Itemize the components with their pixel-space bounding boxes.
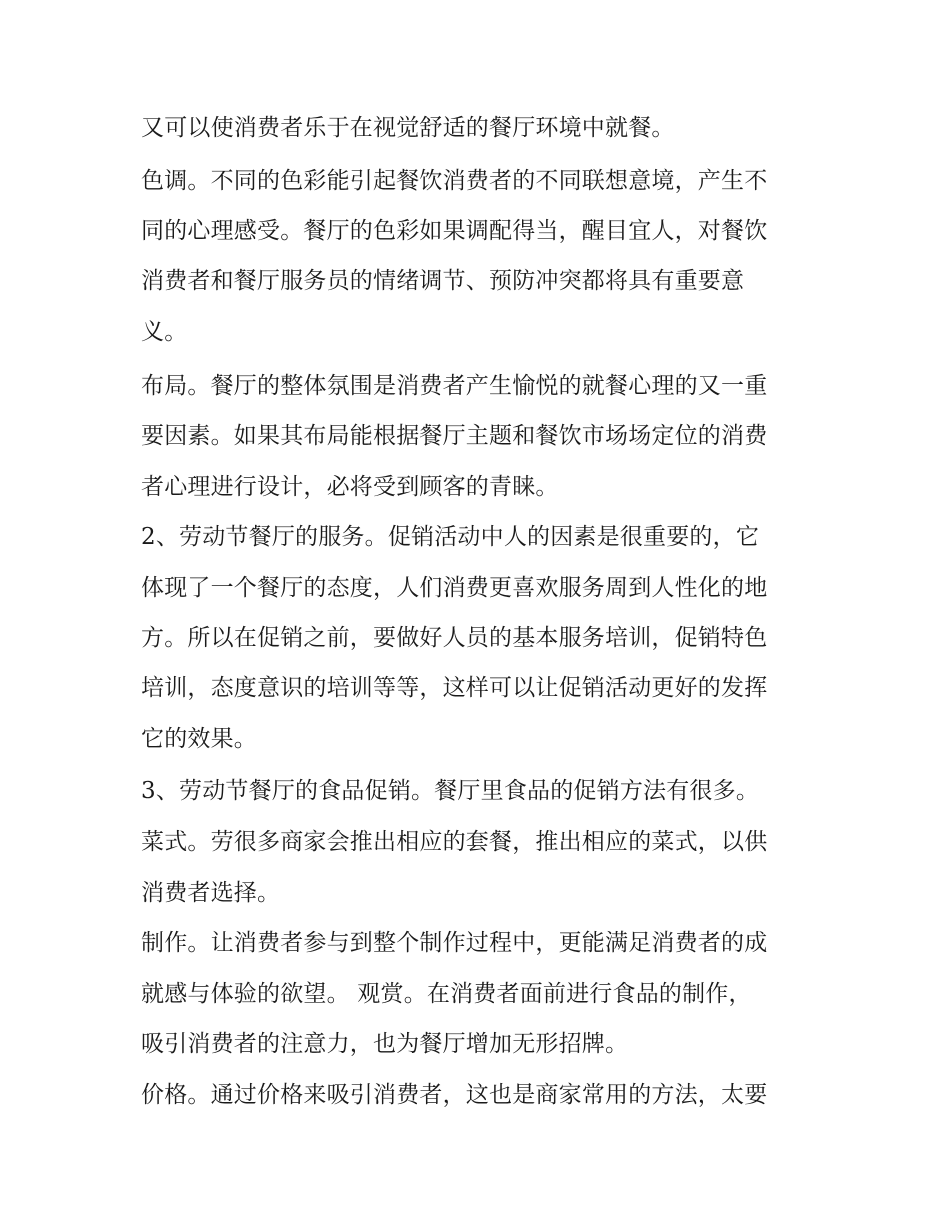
text-line: 消费者和餐厅服务员的情绪调节、预防冲突都将具有重要意 [141, 268, 745, 294]
text-line: 色调。不同的色彩能引起餐饮消费者的不同联想意境，产生不 [141, 168, 768, 194]
text-line: 培训，态度意识的培训等等，这样可以让促销活动更好的发挥 [141, 675, 768, 701]
text-line: 者心理进行设计，必将受到顾客的青睐。 [141, 474, 559, 500]
text-line: 义。 [141, 319, 188, 345]
text-line: 消费者选择。 [141, 880, 281, 906]
text-line: 价格。通过价格来吸引消费者，这也是商家常用的方法，太要 [141, 1082, 768, 1108]
text-line: 吸引消费者的注意力，也为餐厅增加无形招牌。 [141, 1031, 629, 1057]
text-line: 它的效果。 [141, 726, 257, 752]
text-line: 又可以使消费者乐于在视觉舒适的餐厅环境中就餐。 [141, 115, 675, 141]
text-line: 方。所以在促销之前，要做好人员的基本服务培训，促销特色 [141, 625, 768, 651]
text-line: 同的心理感受。餐厅的色彩如果调配得当，醒目宜人，对餐饮 [141, 218, 768, 244]
text-line: 3、劳动节餐厅的食品促销。餐厅里食品的促销方法有很多。 [141, 778, 760, 804]
text-line: 布局。餐厅的整体氛围是消费者产生愉悦的就餐心理的又一重 [141, 373, 768, 399]
text-line: 菜式。劳很多商家会推出相应的套餐，推出相应的菜式，以供 [141, 829, 768, 855]
text-line: 体现了一个餐厅的态度，人们消费更喜欢服务周到人性化的地 [141, 575, 768, 601]
text-line: 制作。让消费者参与到整个制作过程中，更能满足消费者的成 [141, 930, 768, 956]
text-line: 要因素。如果其布局能根据餐厅主题和餐饮市场场定位的消费 [141, 423, 768, 449]
text-line: 就感与体验的欲望。 观赏。在消费者面前进行食品的制作， [141, 981, 752, 1007]
text-line: 2、劳动节餐厅的服务。促销活动中人的因素是很重要的，它 [141, 524, 760, 550]
